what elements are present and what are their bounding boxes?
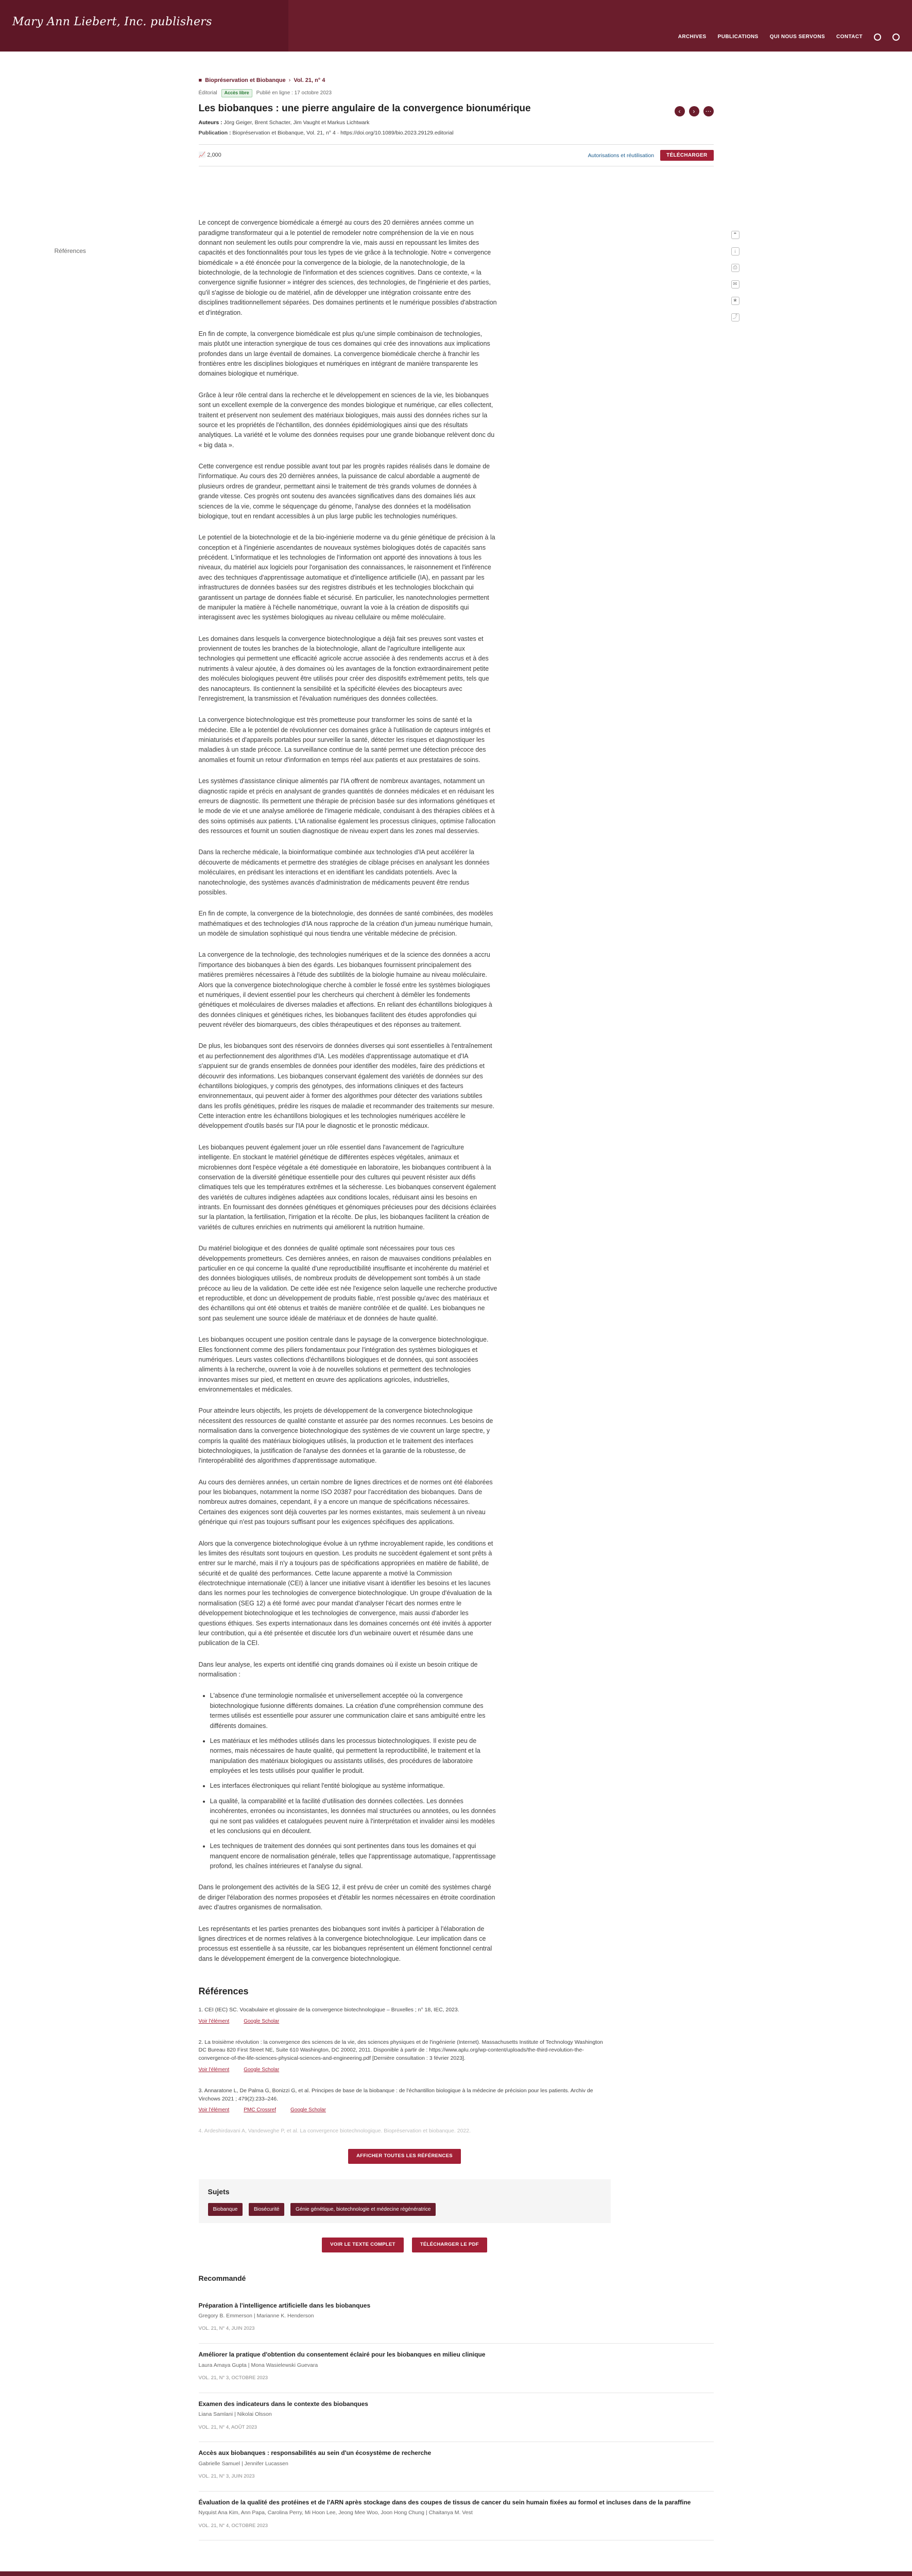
- search-icon[interactable]: [874, 33, 881, 41]
- reference-item: 3. Annaratone L, De Palma G, Bonizzi G, et al. Principes de base de la biobanque : de l'échantillon biologique à la médecine de précision pour les patients. Archiv de Virchows 2021 ; 479(2):233–246. Voir l'élément PMC Crossref Google Scholar: [198, 2087, 593, 2113]
- article-nav-buttons: [675, 106, 714, 116]
- paragraph: Pour atteindre leurs objectifs, les projets de développement de la convergence biotechnologique nécessitent des ressources de qualité constante et assurée par des normes reconnues. Les besoins de normalisation dans la convergence biotechnologique des systèmes de vie couvrent un large spectre, y compris la qualité des matériaux biologiques utilisés, la production et le traitement des interfaces biotechnologiques, la justification de l'analyse des données et la garantie de la robustesse, de l'interopérabilité des algorithmes d'apprentissage automatique.: [198, 1407, 493, 1465]
- account-icon[interactable]: [892, 33, 900, 41]
- paragraph: Les biobanques occupent une position centrale dans le paysage de la convergence biotechnologique. Elles fonctionnent comme des piliers fondamentaux pour l'intégration des systèmes biologiques et numériques. Leurs vastes collections d'échantillons biologiques et de données, qui sont associées aliments à la recherche, ouvrent la voie à de nouvelles solutions et permettent des technologies innovantes mises sur pied, et mettent en œuvre des applications agricoles, industrielles, environnementales et médicales.: [198, 1336, 489, 1394]
- page-content: [54, 76, 738, 2540]
- list-item[interactable]: Préparation à l'intelligence artificielle dans les biobanques Gregory B. Emmerson | Marianne K. Henderson VOL. 21, N° 4, JUIN 2023: [199, 2295, 714, 2344]
- view-item-link[interactable]: Voir l'élément: [198, 2018, 230, 2024]
- topic-tag[interactable]: Biosécurité: [249, 2203, 284, 2216]
- more-icon[interactable]: ⋯: [703, 106, 714, 116]
- view-item-link[interactable]: Voir l'élément: [198, 2107, 230, 2113]
- list-item[interactable]: Évaluation de la qualité des protéines et de l'ARN après stockage dans des coupes de tissus de cancer du sein humain fixées au formol et incluses dans de la paraffine Nyquist Ana Kim, Ann Papa, Carolina Perry, Mi Hoon Lee, Jeong Mee Woo, Joon Hong Chung | Chaitanya M. Vest VOL. 21, N° 4, OCTOBRE 2023: [199, 2492, 714, 2541]
- google-scholar-link[interactable]: Google Scholar: [244, 2066, 280, 2073]
- recommended-section: [199, 2273, 714, 2541]
- paragraph: Du matériel biologique et des données de qualité optimale sont nécessaires pour tous ces développements prometteurs. Ces dernières années, en raison de mauvaises conditions préalables en particulier en ce qui concerne la qualité d'une reproductibilité insuffisante et incohérente du matériel et des données biologiques utilisés, de nombreux produits de développement sont tombés à un stade précoce au lieu de la validation. De cette idée est née l'exigence selon laquelle une recherche productive et reproductible, et donc un développement de produits fiable, n'est possible qu'avec des matériaux et des échantillons qui ont été obtenus et traités de manière contrôlée et de qualité. Les biobanques ne sont pas seulement une source idéale de matériaux et de données de haute qualité.: [198, 1245, 497, 1322]
- needs-list: [210, 1691, 497, 1871]
- published-date: Publié en ligne : 17 octobre 2023: [256, 90, 332, 96]
- list-item: • Les matériaux et les méthodes utilisés dans les processus biotechnologiques. Il existe peu de normes, mais nécessaires de haute qualité, qui permettent la reproductibilité, le traitement et la manipulation des matériaux biologiques ou assistants utilisés, des procédures de laboratoire employées et les tests utilisés pour qualifier le produit.: [210, 1736, 497, 1776]
- paragraph: Les domaines dans lesquels la convergence biotechnologique a déjà fait ses preuves sont vastes et proviennent de toutes les branches de la biotechnologie, allant de l'agriculture intelligente aux technologies qui permettent une efficacité agricole accrue associée à des rendements accrus et à des nutriments à valeur ajoutée, à des domaines où les avantages de la fonction extraordinairement petite des molécules biologiques peuvent être utilisés pour créer des dispositifs extrêmement petits, tels que des nanocapteurs. Ils contiennent la sensibilité et la spécificité élevées des biocapteurs avec l'enregistrement, la transmission et l'évaluation numériques des données collectées.: [198, 635, 489, 702]
- download-button[interactable]: TÉLÉCHARGER: [660, 150, 713, 161]
- list-item: • La qualité, la comparabilité et la facilité d'utilisation des données collectées. Les données incohérentes, erronées ou inconsistantes, les données mal structurées ou annotées, ou les données qui ne sont pas validées et cataloguées peuvent nuire à l'interprétation et invalider ainsi les modèles et les conclusions qui en découlent.: [210, 1797, 497, 1837]
- view-full-text-button[interactable]: VOIR LE TEXTE COMPLET: [322, 2238, 404, 2252]
- paragraph: Les représentants et les parties prenantes des biobanques sont invités à participer à l'élaboration de lignes directrices et de normes relatives à la convergence biotechnologique. Leur implication dans ce processus est essentielle à sa réussite, car les biobanques représentent un élément fonctionnel central dans le développement émergent de la convergence biotechnologique.: [198, 1925, 492, 1962]
- topics-heading: Sujets: [208, 2187, 230, 2196]
- paragraph: Dans le prolongement des activités de la SEG 12, il est prévu de créer un comité des systèmes chargé de diriger l'élaboration des normes proposées et d'établir les normes nécessaires en étroite coordination avec d'autres organismes de normalisation.: [198, 1884, 495, 1911]
- topics-box: [199, 2179, 611, 2223]
- side-references-label[interactable]: Références: [54, 247, 86, 255]
- topic-tag[interactable]: Génie génétique, biotechnologie et médecine régénératrice: [290, 2203, 436, 2216]
- nav-item-publications[interactable]: PUBLICATIONS: [717, 34, 759, 40]
- reference-item: 1. CEI (IEC) SC. Vocabulaire et glossaire de la convergence biotechnologique – Bruxelles ; n° 18, IEC, 2023. Voir l'élément Google Scholar: [198, 2006, 459, 2024]
- access-row: [199, 145, 714, 166]
- paragraph: En fin de compte, la convergence biomédicale est plus qu'une simple combinaison de technologies, mais plutôt une interaction synergique de tous ces domaines qui crée des innovations aux implications profondes dans un large éventail de domaines. La convergence biomédicale cherche à franchir les frontières entre les disciplines biologiques et numériques en intégrant de manière transparente les domaines biologique et numérique.: [198, 330, 490, 378]
- publisher-logo[interactable]: Mary Ann Liebert, Inc. publishers: [12, 15, 212, 28]
- next-article-icon[interactable]: ›: [689, 106, 699, 116]
- print-icon[interactable]: ⎙: [731, 264, 739, 272]
- paragraph: Le concept de convergence biomédicale a émergé au cours des 20 dernières années comme un paradigme transformateur qui a le potentiel de remodeler notre compréhension de la vie en nous donnant non seulement les outils pour comprendre la vie, mais aussi en repoussant les limites des capacités et des fonctionnalités pour tous les types de vie grâce à la technologie. Notre « convergence biomédicale » a été énoncée pour la convergence de la biologie, de la nanotechnologie, de la biotechnologie, de la technologie de l'information et des sciences cognitives. Dans ce contexte, « la convergence signifie fusionner » intégrer des sciences, des technologies, de l'ingénierie et des parties, qu'il s'agisse de biologie ou de matériel, afin de développer une intégration croissante entre des disciplines traditionnellement séparées. Des domaines pertinents et le numérique possibles d'abstraction et d'intégration.: [198, 219, 497, 316]
- paragraph: En fin de compte, la convergence de la biotechnologie, des données de santé combinées, des modèles mathématiques et des technologies d'IA nous rapproche de la création d'un jumeau numérique humain, un modèle de simulation sophistiqué qui nous tiendra une véritable médecine de précision.: [198, 910, 493, 938]
- article-body: [199, 218, 497, 1964]
- nav-item-who-we-serve[interactable]: QUI NOUS SERVONS: [769, 34, 825, 40]
- download-icon[interactable]: ↓: [731, 247, 739, 256]
- references-list: [199, 2006, 611, 2164]
- article-type: Éditorial: [198, 90, 217, 96]
- download-pdf-button[interactable]: TÉLÉCHARGER LE PDF: [412, 2238, 487, 2252]
- list-item: • Les techniques de traitement des données qui sont pertinentes dans tous les domaines et qui manquent encore de normalisation générale, telles que l'apprentissage automatique, l'apprentissage profond, les chaînes intérieures et l'analyse du signal.: [210, 1841, 497, 1871]
- authors: Auteurs : Jörg Geiger, Brent Schacter, Jim Vaught et Markus Lichtwark: [198, 119, 370, 126]
- share-icon[interactable]: ⤴: [731, 313, 739, 321]
- recommended-heading: Recommandé: [198, 2274, 246, 2282]
- article-meta: [199, 89, 714, 97]
- references-heading: Références: [198, 1986, 249, 1997]
- email-icon[interactable]: ✉: [731, 280, 739, 289]
- paragraph: De plus, les biobanques sont des réservoirs de données diverses qui sont essentielles à l'entraînement et au perfectionnement des algorithmes d'IA. Les modèles d'apprentissage automatique et d'IA s'appuient sur de grands ensembles de données pour identifier des modèles, faire des prédictions et découvrir des informations. Les biobanques conservant également des variétés de données sur des échantillons biologiques, y compris des génotypes, des informations cliniques et des facteurs environnementaux, qui peuvent aider à former des algorithmes pour détecter des variations subtiles dans les profils génétiques, prédire les risques de maladie et recommander des traitements sur mesure. Cette interaction entre les échantillons biologiques et les technologies numériques accélère le développement d'outils basés sur l'IA pour le diagnostic et le pronostic médicaux.: [198, 1042, 495, 1130]
- permissions-link[interactable]: Autorisations et réutilisation: [588, 152, 655, 159]
- reference-item: 4. Ardeshirdavani A, Vandeweghe P, et al. La convergence biotechnologique. Biopréservation et biobanque. 2022.: [198, 2128, 471, 2134]
- breadcrumb-journal[interactable]: Biopréservation et Biobanque: [205, 77, 286, 83]
- crossref-link[interactable]: PMC Crossref: [244, 2107, 277, 2113]
- google-scholar-link[interactable]: Google Scholar: [244, 2018, 280, 2024]
- footer-social-band: [0, 2571, 912, 2576]
- view-item-link[interactable]: Voir l'élément: [198, 2066, 230, 2073]
- list-item[interactable]: Améliorer la pratique d'obtention du consentement éclairé pour les biobanques en milieu clinique Laura Amaya Gupta | Mona Wasielewski Guevara VOL. 21, N° 3, OCTOBRE 2023: [199, 2344, 714, 2393]
- open-access-badge: Accès libre: [221, 89, 252, 97]
- nav-item-archives[interactable]: ARCHIVES: [678, 34, 707, 40]
- list-item: • Les interfaces électroniques qui reliant l'entité biologique au système informatique.: [210, 1781, 497, 1791]
- show-all-references-button[interactable]: AFFICHER TOUTES LES RÉFÉRENCES: [348, 2149, 461, 2164]
- download-row: [199, 2238, 611, 2252]
- google-scholar-link[interactable]: Google Scholar: [290, 2107, 326, 2113]
- list-item: • L'absence d'une terminologie normalisée et universellement acceptée où la convergence biotechnologique fusionne différents domaines. La création d'une compréhension commune des termes utilisés est essentielle pour assurer une communication claire et sans ambiguïté entre les différents domaines.: [210, 1691, 497, 1731]
- paragraph: Dans leur analyse, les experts ont identifié cinq grands domaines où il existe un besoin critique de normalisation :: [198, 1660, 478, 1679]
- main-nav: [678, 33, 900, 41]
- paragraph: La convergence biotechnologique est très prometteuse pour transformer les soins de santé et la médecine. Elle a le potentiel de révolutionner ces domaines grâce à l'utilisation de capteurs intégrés et miniaturisés et d'appareils portables pour surveiller la santé, détecter les risques et diagnostiquer les maladies à un stade précoce. La surveillance continue de la santé permet une détection précoce des anomalies et fournit un retour d'information en temps réel aux patients et aux prestataires de soins.: [198, 716, 491, 764]
- publication-info: Publication : Biopréservation et Biobanque, Vol. 21, n° 4 · https://doi.org/10.1089/bio.2023.29129.editorial: [198, 129, 454, 136]
- cite-icon[interactable]: ❝: [731, 231, 739, 239]
- paragraph: Cette convergence est rendue possible avant tout par les progrès rapides réalisés dans le domaine de l'informatique. Au cours des 20 dernières années, la puissance de calcul abordable a augmenté de plusieurs ordres de grandeur, permettant ainsi le traitement de très grands volumes de données à grande vitesse. Ces progrès ont soutenu des avancées significatives dans des domaines liés aux sciences de la vie, comme le séquençage du génome, l'analyse des données et la modélisation biologique, tout en rendant accessibles à un plus large public les technologies numériques.: [198, 463, 490, 520]
- share-toolbar: [731, 231, 739, 321]
- bookmark-icon[interactable]: ★: [731, 297, 739, 305]
- page-title: Les biobanques : une pierre angulaire de la convergence bionumérique: [198, 103, 531, 114]
- list-item[interactable]: Examen des indicateurs dans le contexte des biobanques Liana Samlani | Nikolai Olsson VOL. 21, N° 4, AOÛT 2023: [199, 2393, 714, 2443]
- header-brand-area: [0, 0, 288, 52]
- paragraph: Les systèmes d'assistance clinique alimentés par l'IA offrent de nombreux avantages, notamment un diagnostic rapide et précis en analysant de grandes quantités de données médicales et en réduisant les erreurs de diagnostic. Ils permettent une thérapie de précision basée sur des informations génétiques et le mode de vie et une analyse améliorée de l'imagerie médicale, conduisant à des thérapies ciblées et à des soins optimisés aux patients. L'IA rationalise également les processus cliniques, optimise l'allocation des ressources et fournit un soutien diagnostique de niveau expert dans les zones mal desservies.: [198, 777, 496, 835]
- paragraph: Les biobanques peuvent également jouer un rôle essentiel dans l'avancement de l'agriculture intelligente. En stockant le matériel génétique de différentes espèces végétales, animaux et microbiennes dont l'espèce végétale a été domestiquée en laboratoire, les biobanques contribuent à la conservation de la diversité génétique essentielle pour des cultures qui peuvent résister aux défis climatiques tels que les températures extrêmes et la sécheresse. Les biobanques conservent également des variétés de cultures indigènes adaptées aux conditions locales, réduisant ainsi les besoins en intrants. En fournissant des données génétiques et génomiques précieuses pour des décisions éclairées sur la plantation, la fertilisation, l'irrigation et la récolte. De plus, les biobanques facilitent la création de variétés de cultures enrichies en nutriments qui améliorent la nutrition humaine.: [198, 1143, 496, 1231]
- paragraph: Au cours des dernières années, un certain nombre de lignes directrices et de normes ont été élaborées pour les biobanques, notamment la norme ISO 20387 pour l'accréditation des biobanques. Dans de nombreux autres domaines, cependant, il y a encore un manque de spécifications nécessaires. Certaines des exigences sont déjà couvertes par les normes existantes, mais seulement à un niveau générique qui n'est pas toujours suffisant pour les exigences spécifiques des applications.: [198, 1478, 493, 1526]
- paragraph: Grâce à leur rôle central dans la recherche et le développement en sciences de la vie, les biobanques sont un excellent exemple de la convergence des mondes biologique et numérique, car elles collectent, traitent et préservent non seulement des matériaux biologiques, mais aussi des données riches sur la source et les propriétés de l'échantillon, des données épidémiologiques ainsi que des résultats analytiques. La variété et le volume des données requises pour une grande biobanque relèvent donc du « big data ».: [198, 391, 495, 449]
- breadcrumb: ■ Biopréservation et Biobanque › Vol. 21, n° 4: [199, 76, 714, 85]
- journal-icon: ■: [198, 77, 202, 83]
- paragraph: Dans la recherche médicale, la bioinformatique combinée aux technologies d'IA peut accélérer la découverte de médicaments et permettre des stratégies de ciblage précises en analysant les données moléculaires, en prédisant les interactions et en identifiant les candidats potentiels. Avec la nanotechnologie, des systèmes avancés d'administration de médicaments peuvent être rendus possibles.: [198, 849, 490, 896]
- paragraph: Alors que la convergence biotechnologique évolue à un rythme incroyablement rapide, les conditions et les limites des résultats sont toujours en question. Les produits ne succèdent également et sont prêts à entrer sur le marché, mais il n'y a toujours pas de spécifications appropriées en matière de fiabilité, de sécurité et de qualité des performances. Cette lacune apparente a motivé la Commission électrotechnique internationale (CEI) à lancer une initiative visant à identifier les besoins et les lacunes dans les normes pour les technologies de convergence biotechnologique. Un groupe d'évaluation de la normalisation (SEG 12) a été formé avec pour mandat d'analyser l'écart des normes entre le développement biotechnologique et les technologies de convergence, mais aussi d'aborder les questions éthiques. Ses experts internationaux dans les domaines concernés ont été invités à apporter leur contribution, qui a été présentée et discutée lors d'un webinaire ouvert et résumée dans une publication de la CEI.: [198, 1539, 493, 1647]
- list-item[interactable]: Accès aux biobanques : responsabilités au sein d'un écosystème de recherche Gabrielle Samuel | Jennifer Lucassen VOL. 21, N° 3, JUIN 2023: [199, 2442, 714, 2492]
- paragraph: Le potentiel de la biotechnologie et de la bio-ingénierie moderne va du génie génétique de précision à la conception et à l'ingénierie ascendantes de nouveaux systèmes biologiques dotés de capacités sans précédent. L'informatique et les technologies de l'information ont apporté des innovations à tous les niveaux, du matériel aux logiciels pour l'organisation des connaissances, le raisonnement et l'inférence avec des techniques d'apprentissage automatique et d'intelligence artificielle (IA), en passant par les infrastructures de données basées sur des registres distribués et les technologies blockchain qui garantissent un partage de données fiable et sécurisé. En particulier, les nanotechnologies permettent de manipuler la matière à l'échelle nanométrique, ouvrant la voie à la création de dispositifs qui interagissent avec les systèmes biologiques au niveau cellulaire ou même moléculaire.: [198, 534, 495, 621]
- breadcrumb-volume[interactable]: Vol. 21, n° 4: [294, 77, 325, 83]
- topic-tag[interactable]: Biobanque: [208, 2203, 243, 2216]
- nav-item-contact[interactable]: CONTACT: [836, 34, 863, 40]
- prev-article-icon[interactable]: ‹: [675, 106, 685, 116]
- paragraph: La convergence de la technologie, des technologies numériques et de la science des données a accru l'importance des biobanques à bien des égards. Les biobanques fournissent principalement des matières premières nécessaires à l'étude des subtilités de la biologie humaine au niveau moléculaire. Alors que la convergence biotechnologique cherche à combler le fossé entre les systèmes biologiques et numériques, il devient essentiel pour les chercheurs qui cherchent à démêler les fondements génétiques et moléculaires de diverses maladies et affections. En reliant des échantillons biologiques à des données cliniques et génétiques riches, les biobanques facilitent des études approfondies qui peuvent révéler des biomarqueurs, des cibles thérapeutiques et des réponses au traitement.: [198, 951, 492, 1029]
- reference-item: 2. La troisième révolution : la convergence des sciences de la vie, des sciences physiques et de l'ingénierie (Internet). Massachusetts Institute of Technology Washington DC Bureau 820 First Street NE, Suite 610 Washington, DC 20002, 2011. Disponible à partir de : https://www.aplu.org/wp-content/uploads/the-third-revolution-the-convergence-of-the-life-sciences-physical-sciences-and-engineering.pdf [Dernière consultation : 3 février 2023]. Voir l'élément Google Scholar: [198, 2039, 603, 2073]
- view-count: 📈 2,000: [198, 152, 221, 159]
- site-header: [0, 0, 912, 52]
